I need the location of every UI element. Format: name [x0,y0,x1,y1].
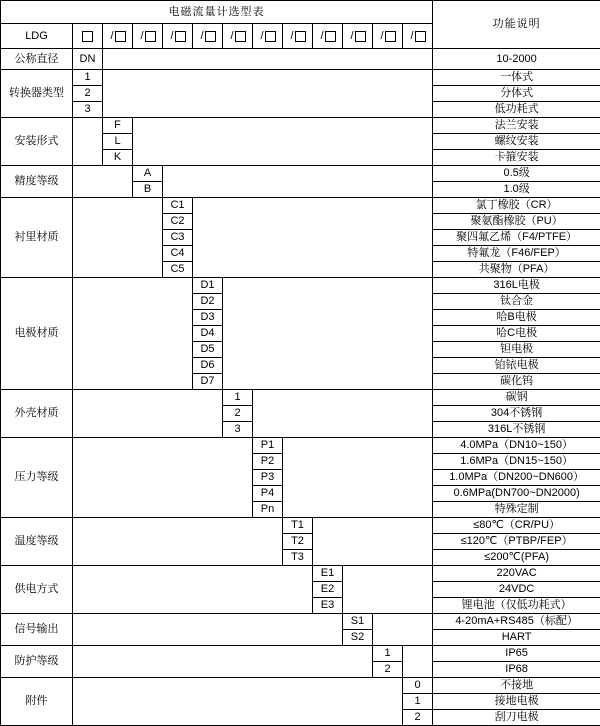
option-description: 特氟龙（F46/FEP） [433,246,600,262]
option-code[interactable]: C2 [163,214,193,230]
option-code[interactable]: P3 [253,470,283,486]
option-code[interactable]: P1 [253,438,283,454]
row-label-7: 压力等级 [1,438,73,518]
option-description: 铂铱电极 [433,358,600,374]
option-description: 0.5级 [433,166,600,182]
option-code[interactable]: 1 [223,390,253,406]
row-label-9: 供电方式 [1,566,73,614]
filler-left [73,390,223,438]
option-description: 卡箍安装 [433,150,600,166]
option-code[interactable]: P2 [253,454,283,470]
option-code[interactable]: S1 [343,614,373,630]
option-description: IP65 [433,646,600,662]
option-description: 哈B电极 [433,310,600,326]
option-code[interactable]: 3 [73,102,103,118]
table-title: 电磁流量计选型表 [1,1,433,24]
row-label-8: 温度等级 [1,518,73,566]
option-code[interactable]: D4 [193,326,223,342]
option-code[interactable]: T2 [283,534,313,550]
filler-left [73,646,373,678]
row-label-1: 转换器类型 [1,70,73,118]
row-label-nominal-diameter: 公称直径 [1,49,73,70]
option-row [1,70,600,86]
option-row [1,390,600,406]
option-description: 钛合金 [433,294,600,310]
filler-right [313,518,433,566]
option-code[interactable]: 1 [73,70,103,86]
row-label-2: 安装形式 [1,118,73,166]
filler-left [73,198,163,278]
option-description: 螺纹安装 [433,134,600,150]
option-description: 哈C电极 [433,326,600,342]
option-description: 4.0MPa（DN10~150） [433,438,600,454]
option-description: 特殊定制 [433,502,600,518]
option-description: HART [433,630,600,646]
option-code[interactable]: T1 [283,518,313,534]
filler-right [133,118,433,166]
option-description: 氯丁橡胶（CR） [433,198,600,214]
row-label-4: 衬里材质 [1,198,73,278]
nominal-diameter-row [1,49,600,70]
filler-left [73,518,283,566]
option-code[interactable]: E2 [313,582,343,598]
option-code[interactable]: K [103,150,133,166]
table-header-row [1,1,600,24]
option-description: 锂电池（仅低功耗式） [433,598,600,614]
option-description: ≤120℃（PTBP/FEP） [433,534,600,550]
model-code-slot-8: / [283,24,313,49]
row-label-3: 精度等级 [1,166,73,198]
model-code-slot-7: / [253,24,283,49]
option-row [1,198,600,214]
row-label-11: 防护等级 [1,646,73,678]
option-description: 316L电极 [433,278,600,294]
option-description: 304不锈钢 [433,406,600,422]
option-description: 聚氨酯橡胶（PU） [433,214,600,230]
option-description: 共聚物（PFA） [433,262,600,278]
row-label-10: 信号输出 [1,614,73,646]
option-description: 接地电极 [433,694,600,710]
option-code[interactable]: D1 [193,278,223,294]
filler-left [73,438,253,518]
filler-right [103,70,433,118]
model-code-slot-2: / [103,24,133,49]
option-description: 220VAC [433,566,600,582]
model-code-slot-10: / [343,24,373,49]
option-code[interactable]: 2 [73,86,103,102]
option-code[interactable]: D3 [193,310,223,326]
option-description: ≤80℃（CR/PU） [433,518,600,534]
option-description: ≤200℃(PFA) [433,550,600,566]
option-code[interactable]: P4 [253,486,283,502]
filler-left [73,614,343,646]
model-code-slot-1 [73,24,103,49]
option-description: 碳钢 [433,390,600,406]
model-code-slot-12: / [403,24,433,49]
option-code[interactable]: L [103,134,133,150]
row-label-6: 外壳材质 [1,390,73,438]
option-description: 1.0MPa（DN200~DN600） [433,470,600,486]
option-code[interactable]: E3 [313,598,343,614]
filler-left [73,166,133,198]
filler-right [283,438,433,518]
option-description: 316L不锈钢 [433,422,600,438]
option-description: 24VDC [433,582,600,598]
option-code[interactable]: C3 [163,230,193,246]
option-code[interactable]: C1 [163,198,193,214]
dn-description: 10-2000 [433,49,600,70]
option-code[interactable]: E1 [313,566,343,582]
option-row [1,566,600,582]
model-code-slot-9: / [313,24,343,49]
option-code[interactable]: 1 [403,694,433,710]
option-description: 聚四氟乙烯（F4/PTFE） [433,230,600,246]
option-row [1,166,600,182]
option-description: 碳化钨 [433,374,600,390]
option-description: 0.6MPa(DN700~DN2000) [433,486,600,502]
option-description: IP68 [433,662,600,678]
row-label-5: 电极材质 [1,278,73,390]
model-code-slot-11: / [373,24,403,49]
option-row [1,518,600,534]
option-row [1,438,600,454]
option-code[interactable]: 0 [403,678,433,694]
filler-left [73,678,403,726]
filler-right [193,198,433,278]
option-code[interactable]: S2 [343,630,373,646]
option-description: 刮刀电极 [433,710,600,726]
option-row [1,614,600,630]
option-row [1,278,600,294]
dn-blank [103,49,433,70]
desc-column-header: 功能说明 [433,1,600,49]
option-code[interactable]: D6 [193,358,223,374]
option-code[interactable]: D7 [193,374,223,390]
option-description: 一体式 [433,70,600,86]
option-code[interactable]: A [133,166,163,182]
option-code[interactable]: C5 [163,262,193,278]
option-code[interactable]: B [133,182,163,198]
option-row [1,678,600,694]
dn-code: DN [73,49,103,70]
model-code-slot-5: / [193,24,223,49]
model-prefix: LDG [1,24,73,49]
option-description: 1.0级 [433,182,600,198]
filler-left [73,566,313,614]
option-code[interactable]: C4 [163,246,193,262]
filler-right [223,278,433,390]
filler-left [73,118,103,166]
filler-left [73,278,193,390]
option-code[interactable]: 1 [373,646,403,662]
option-description: 1.6MPa（DN15~150） [433,454,600,470]
model-code-slot-4: / [163,24,193,49]
model-code-slot-6: / [223,24,253,49]
option-code[interactable]: 2 [403,710,433,726]
filler-right [343,566,433,614]
option-description: 低功耗式 [433,102,600,118]
option-code[interactable]: 2 [223,406,253,422]
option-code[interactable]: 2 [373,662,403,678]
option-code[interactable]: D2 [193,294,223,310]
option-description: 4-20mA+RS485（标配） [433,614,600,630]
filler-right [163,166,433,198]
option-description: 不接地 [433,678,600,694]
option-code[interactable]: T3 [283,550,313,566]
option-code[interactable]: 3 [223,422,253,438]
option-description: 分体式 [433,86,600,102]
filler-right [253,390,433,438]
option-row [1,118,600,134]
model-code-slot-3: / [133,24,163,49]
row-label-12: 附件 [1,678,73,726]
option-code[interactable]: Pn [253,502,283,518]
option-description: 法兰安装 [433,118,600,134]
option-code[interactable]: D5 [193,342,223,358]
option-code[interactable]: F [103,118,133,134]
filler-right [403,646,433,678]
filler-right [373,614,433,646]
option-row [1,646,600,662]
option-description: 钽电极 [433,342,600,358]
